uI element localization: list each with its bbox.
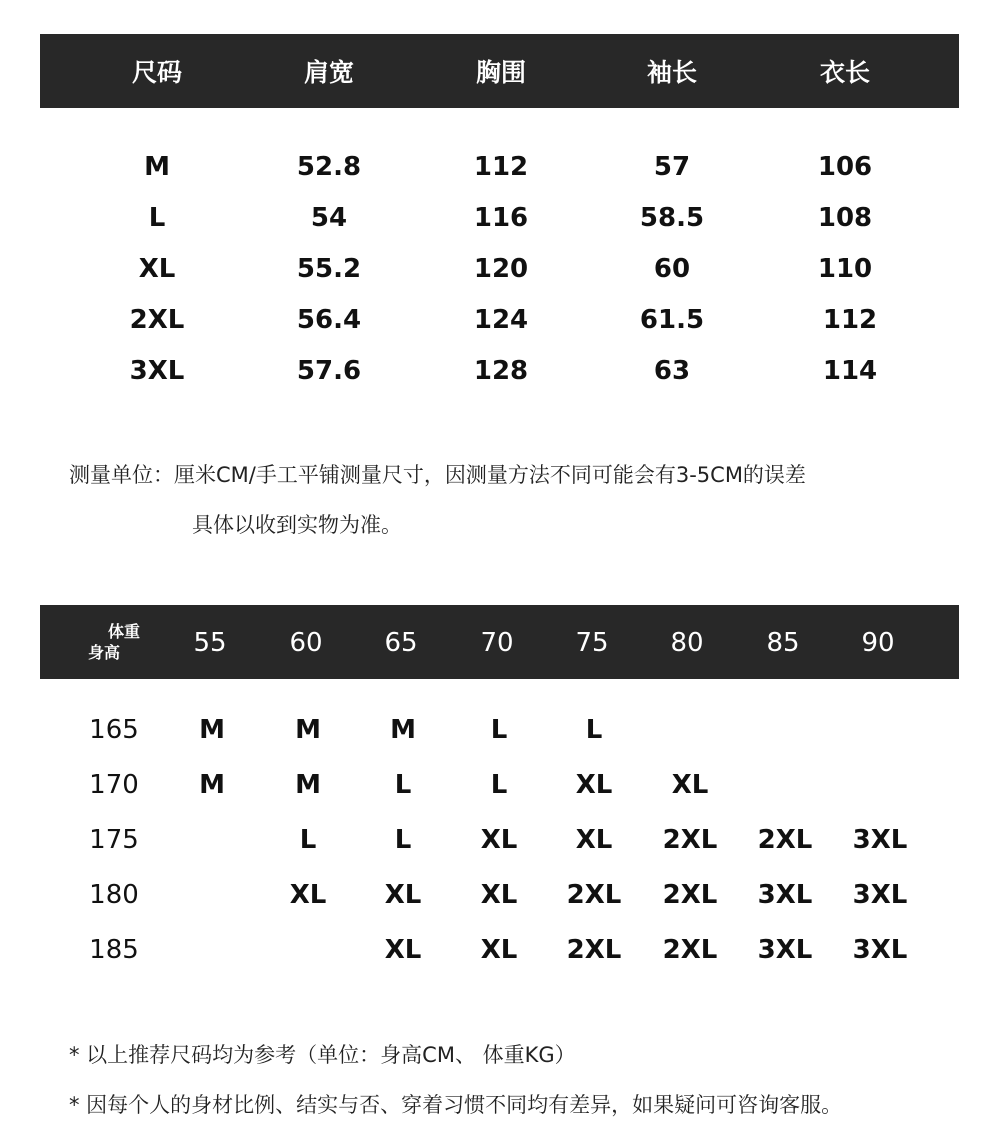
- height-cell: 180: [89, 880, 139, 910]
- size-cell: L: [490, 715, 508, 745]
- corner-height-label: 身高: [88, 643, 121, 662]
- corner-weight-label: 体重: [108, 622, 141, 641]
- size-cell: 2XL: [757, 825, 813, 855]
- cell-sleeve: 57: [653, 152, 691, 182]
- height-cell: 170: [89, 770, 139, 800]
- size-cell: XL: [384, 880, 422, 910]
- size-cell: XL: [480, 935, 518, 965]
- height-cell: 175: [89, 825, 139, 855]
- size-cell: XL: [384, 935, 422, 965]
- size-cell: 3XL: [757, 935, 813, 965]
- size-cell: L: [490, 770, 508, 800]
- size-cell: M: [199, 770, 225, 800]
- cell-length: 114: [822, 356, 878, 386]
- header-sleeve: 袖长: [646, 58, 698, 87]
- size-cell: L: [585, 715, 603, 745]
- header-length: 衣长: [819, 58, 871, 87]
- cell-sleeve: 63: [653, 356, 691, 386]
- size-cell: 3XL: [852, 825, 908, 855]
- size-cell: XL: [671, 770, 709, 800]
- size-cell: L: [299, 825, 317, 855]
- size-cell: 2XL: [662, 825, 718, 855]
- cell-size: L: [148, 203, 166, 233]
- cell-length: 108: [817, 203, 873, 233]
- header-size: 尺码: [131, 58, 183, 87]
- cell-chest: 120: [473, 254, 529, 284]
- size-cell: 3XL: [757, 880, 813, 910]
- size-cell: M: [295, 770, 321, 800]
- size-cell: M: [390, 715, 416, 745]
- cell-chest: 112: [473, 152, 529, 182]
- cell-chest: 116: [473, 203, 529, 233]
- size-cell: 3XL: [852, 880, 908, 910]
- cell-chest: 124: [473, 305, 529, 335]
- cell-chest: 128: [473, 356, 529, 386]
- header-chest: 胸围: [475, 58, 527, 87]
- cell-sleeve: 61.5: [639, 305, 705, 335]
- size-cell: 3XL: [852, 935, 908, 965]
- cell-shoulder: 55.2: [296, 254, 362, 284]
- measure-note-line2: 具体以收到实物为准。: [192, 513, 402, 537]
- size-cell: M: [199, 715, 225, 745]
- weight-header: 90: [861, 628, 895, 658]
- size-cell: 2XL: [662, 935, 718, 965]
- size-cell: M: [295, 715, 321, 745]
- size-cell: L: [394, 770, 412, 800]
- cell-length: 110: [817, 254, 873, 284]
- size-cell: XL: [575, 825, 613, 855]
- size-cell: XL: [575, 770, 613, 800]
- header-shoulder: 肩宽: [303, 58, 355, 87]
- cell-sleeve: 60: [653, 254, 691, 284]
- size-table-header: [40, 34, 959, 108]
- cell-size: XL: [138, 254, 176, 284]
- cell-shoulder: 52.8: [296, 152, 362, 182]
- size-cell: 2XL: [566, 880, 622, 910]
- weight-header: 80: [670, 628, 704, 658]
- height-cell: 185: [89, 935, 139, 965]
- size-cell: L: [394, 825, 412, 855]
- cell-length: 106: [817, 152, 873, 182]
- cell-shoulder: 54: [310, 203, 348, 233]
- measure-note-line1: 测量单位：厘米CM/手工平铺测量尺寸，因测量方法不同可能会有3-5CM的误差: [69, 463, 806, 487]
- footnote-line1: * 以上推荐尺码均为参考（单位：身高CM、 体重KG）: [69, 1043, 576, 1067]
- cell-size: 2XL: [129, 305, 185, 335]
- weight-header: 55: [193, 628, 227, 658]
- weight-header: 85: [766, 628, 800, 658]
- weight-header: 70: [480, 628, 514, 658]
- recommend-table-header: [40, 605, 959, 679]
- size-cell: XL: [480, 880, 518, 910]
- size-cell: XL: [480, 825, 518, 855]
- weight-header: 75: [575, 628, 609, 658]
- weight-header: 65: [384, 628, 418, 658]
- footnote-line2: * 因每个人的身材比例、结实与否、穿着习惯不同均有差异，如果疑问可咨询客服。: [69, 1093, 843, 1117]
- size-cell: XL: [289, 880, 327, 910]
- cell-shoulder: 57.6: [296, 356, 362, 386]
- cell-shoulder: 56.4: [296, 305, 362, 335]
- cell-sleeve: 58.5: [639, 203, 705, 233]
- cell-size: 3XL: [129, 356, 185, 386]
- size-cell: 2XL: [662, 880, 718, 910]
- size-cell: 2XL: [566, 935, 622, 965]
- weight-header: 60: [289, 628, 323, 658]
- height-cell: 165: [89, 715, 139, 745]
- cell-length: 112: [822, 305, 878, 335]
- cell-size: M: [144, 152, 170, 182]
